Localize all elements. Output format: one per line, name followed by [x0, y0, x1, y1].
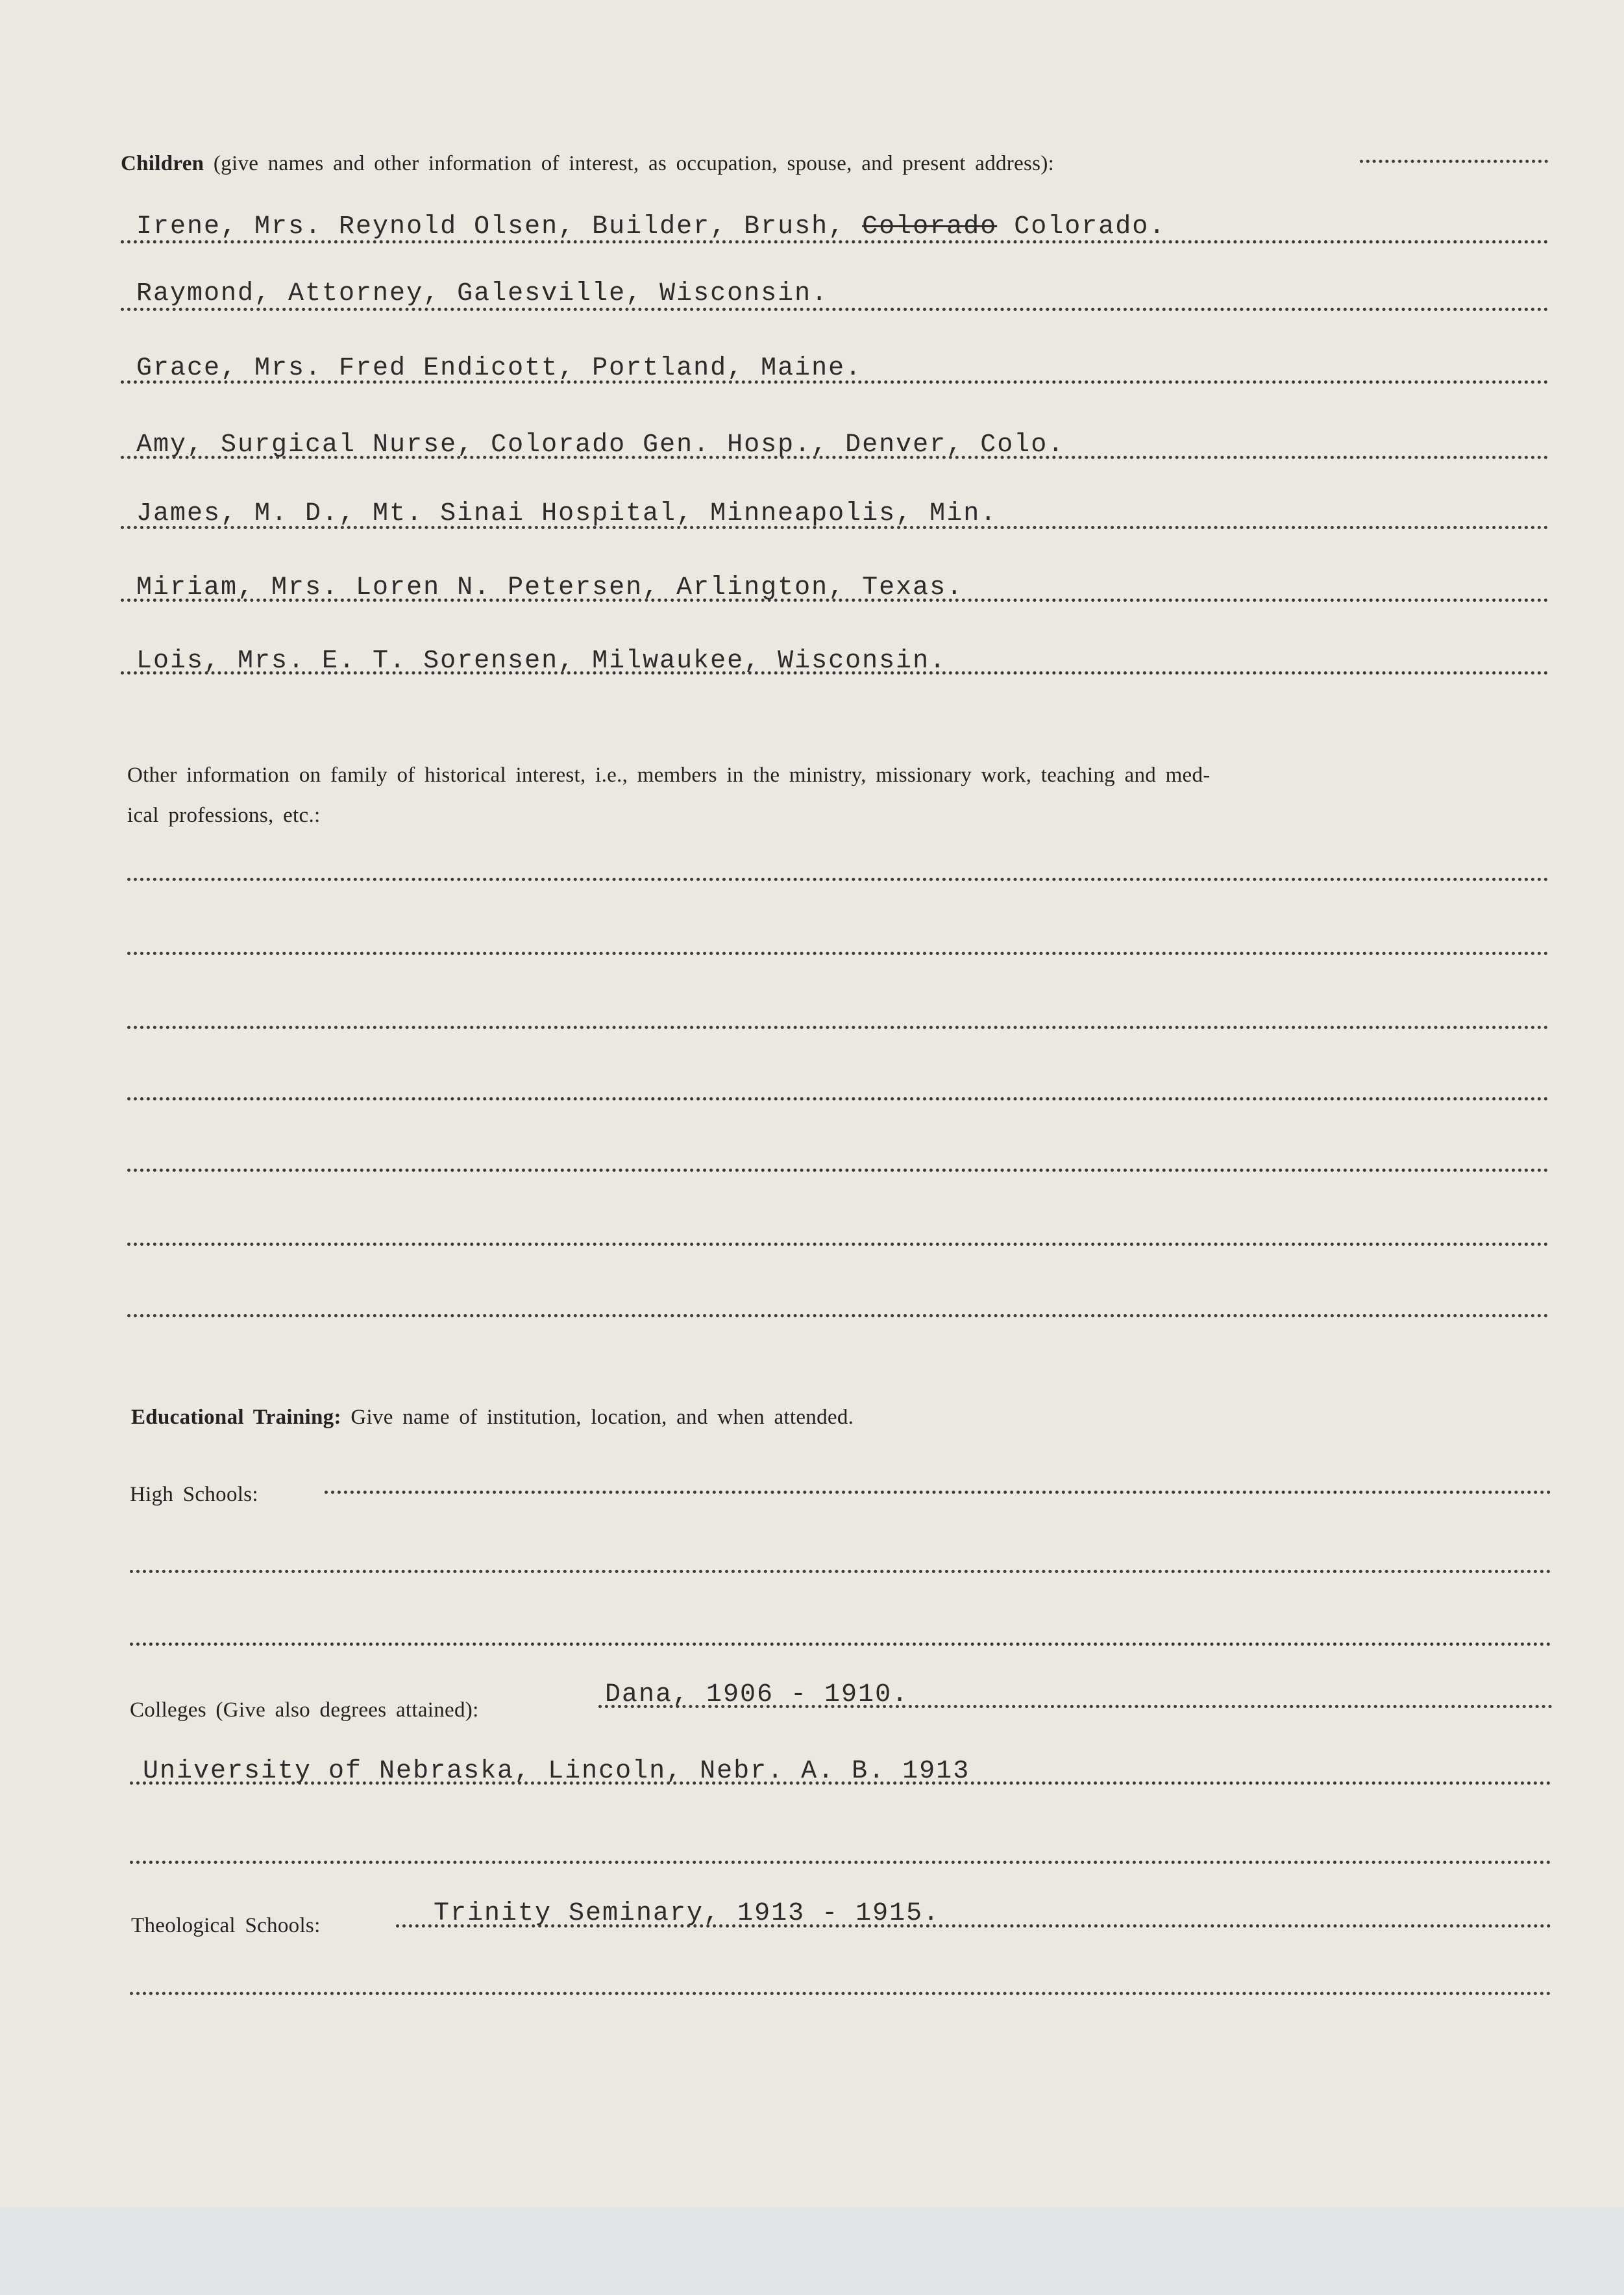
child-entry-irene — [136, 212, 1166, 242]
high-schools-label: High Schools: — [130, 1483, 258, 1506]
child-entry-james: James, M. D., Mt. Sinai Hospital, Minneapolis, Min. — [136, 499, 998, 528]
child-entry-raymond: Raymond, Attorney, Galesville, Wisconsin. — [136, 279, 829, 308]
theological-line-1 — [396, 1924, 1551, 1928]
other-info-blank-1 — [127, 878, 1549, 881]
colleges-line-1 — [598, 1705, 1553, 1708]
scanner-background — [0, 2207, 1624, 2295]
child-line-2 — [121, 308, 1549, 311]
children-instructions: (give names and other information of interest, as occupation, spouse, and present address): — [213, 152, 1055, 175]
theological-label: Theological Schools: — [131, 1914, 321, 1937]
child-entry-miriam: Miriam, Mrs. Loren N. Petersen, Arlington, Texas. — [136, 573, 964, 602]
child-entry-irene-tail: Colorado. — [997, 212, 1166, 242]
other-info-blank-2 — [127, 952, 1549, 955]
education-heading — [131, 1406, 854, 1430]
child-line-1 — [121, 240, 1549, 243]
child-line-5 — [121, 526, 1549, 529]
child-entry-lois: Lois, Mrs. E. T. Sorensen, Milwaukee, Wisconsin. — [136, 647, 947, 676]
theological-line-2 — [130, 1992, 1551, 1995]
colleges-line-2 — [130, 1781, 1551, 1785]
other-info-blank-5 — [127, 1169, 1549, 1172]
child-entry-grace: Grace, Mrs. Fred Endicott, Portland, Maine. — [136, 354, 863, 383]
child-line-3 — [121, 380, 1549, 384]
other-info-line-2: ical professions, etc.: — [127, 804, 321, 827]
child-line-6 — [121, 599, 1549, 602]
colleges-label: Colleges (Give also degrees attained): — [130, 1698, 479, 1722]
education-instructions: Give name of institution, location, and when attended. — [351, 1406, 854, 1429]
colleges-value-1: Dana, 1906 - 1910. — [605, 1680, 909, 1709]
high-schools-line-3 — [130, 1643, 1551, 1646]
child-entry-irene-text: Irene, Mrs. Reynold Olsen, Builder, Brush, — [136, 212, 863, 242]
child-line-4 — [121, 456, 1549, 459]
children-heading-dots — [1360, 160, 1548, 163]
high-schools-line-1 — [325, 1491, 1551, 1494]
child-line-7 — [121, 671, 1549, 675]
colleges-line-3 — [130, 1861, 1551, 1864]
theological-value: Trinity Seminary, 1913 - 1915. — [434, 1899, 941, 1928]
children-heading — [121, 152, 1054, 176]
other-info-blank-7 — [127, 1314, 1549, 1317]
other-info-blank-3 — [127, 1026, 1549, 1029]
other-info-blank-6 — [127, 1243, 1549, 1246]
high-schools-line-2 — [130, 1570, 1551, 1573]
other-info-blank-4 — [127, 1097, 1549, 1100]
education-heading-bold: Educational Training: — [131, 1406, 341, 1429]
struck-text: Colorado — [862, 212, 998, 242]
colleges-value-2: University of Nebraska, Lincoln, Nebr. A. B. 1913 — [143, 1757, 970, 1786]
children-heading-bold: Children — [121, 152, 204, 175]
other-info-line-1: Other information on family of historical interest, i.e., members in the ministry, missionary work, teaching and med- — [127, 763, 1211, 787]
child-entry-amy: Amy, Surgical Nurse, Colorado Gen. Hosp., Denver, Colo. — [136, 430, 1065, 460]
